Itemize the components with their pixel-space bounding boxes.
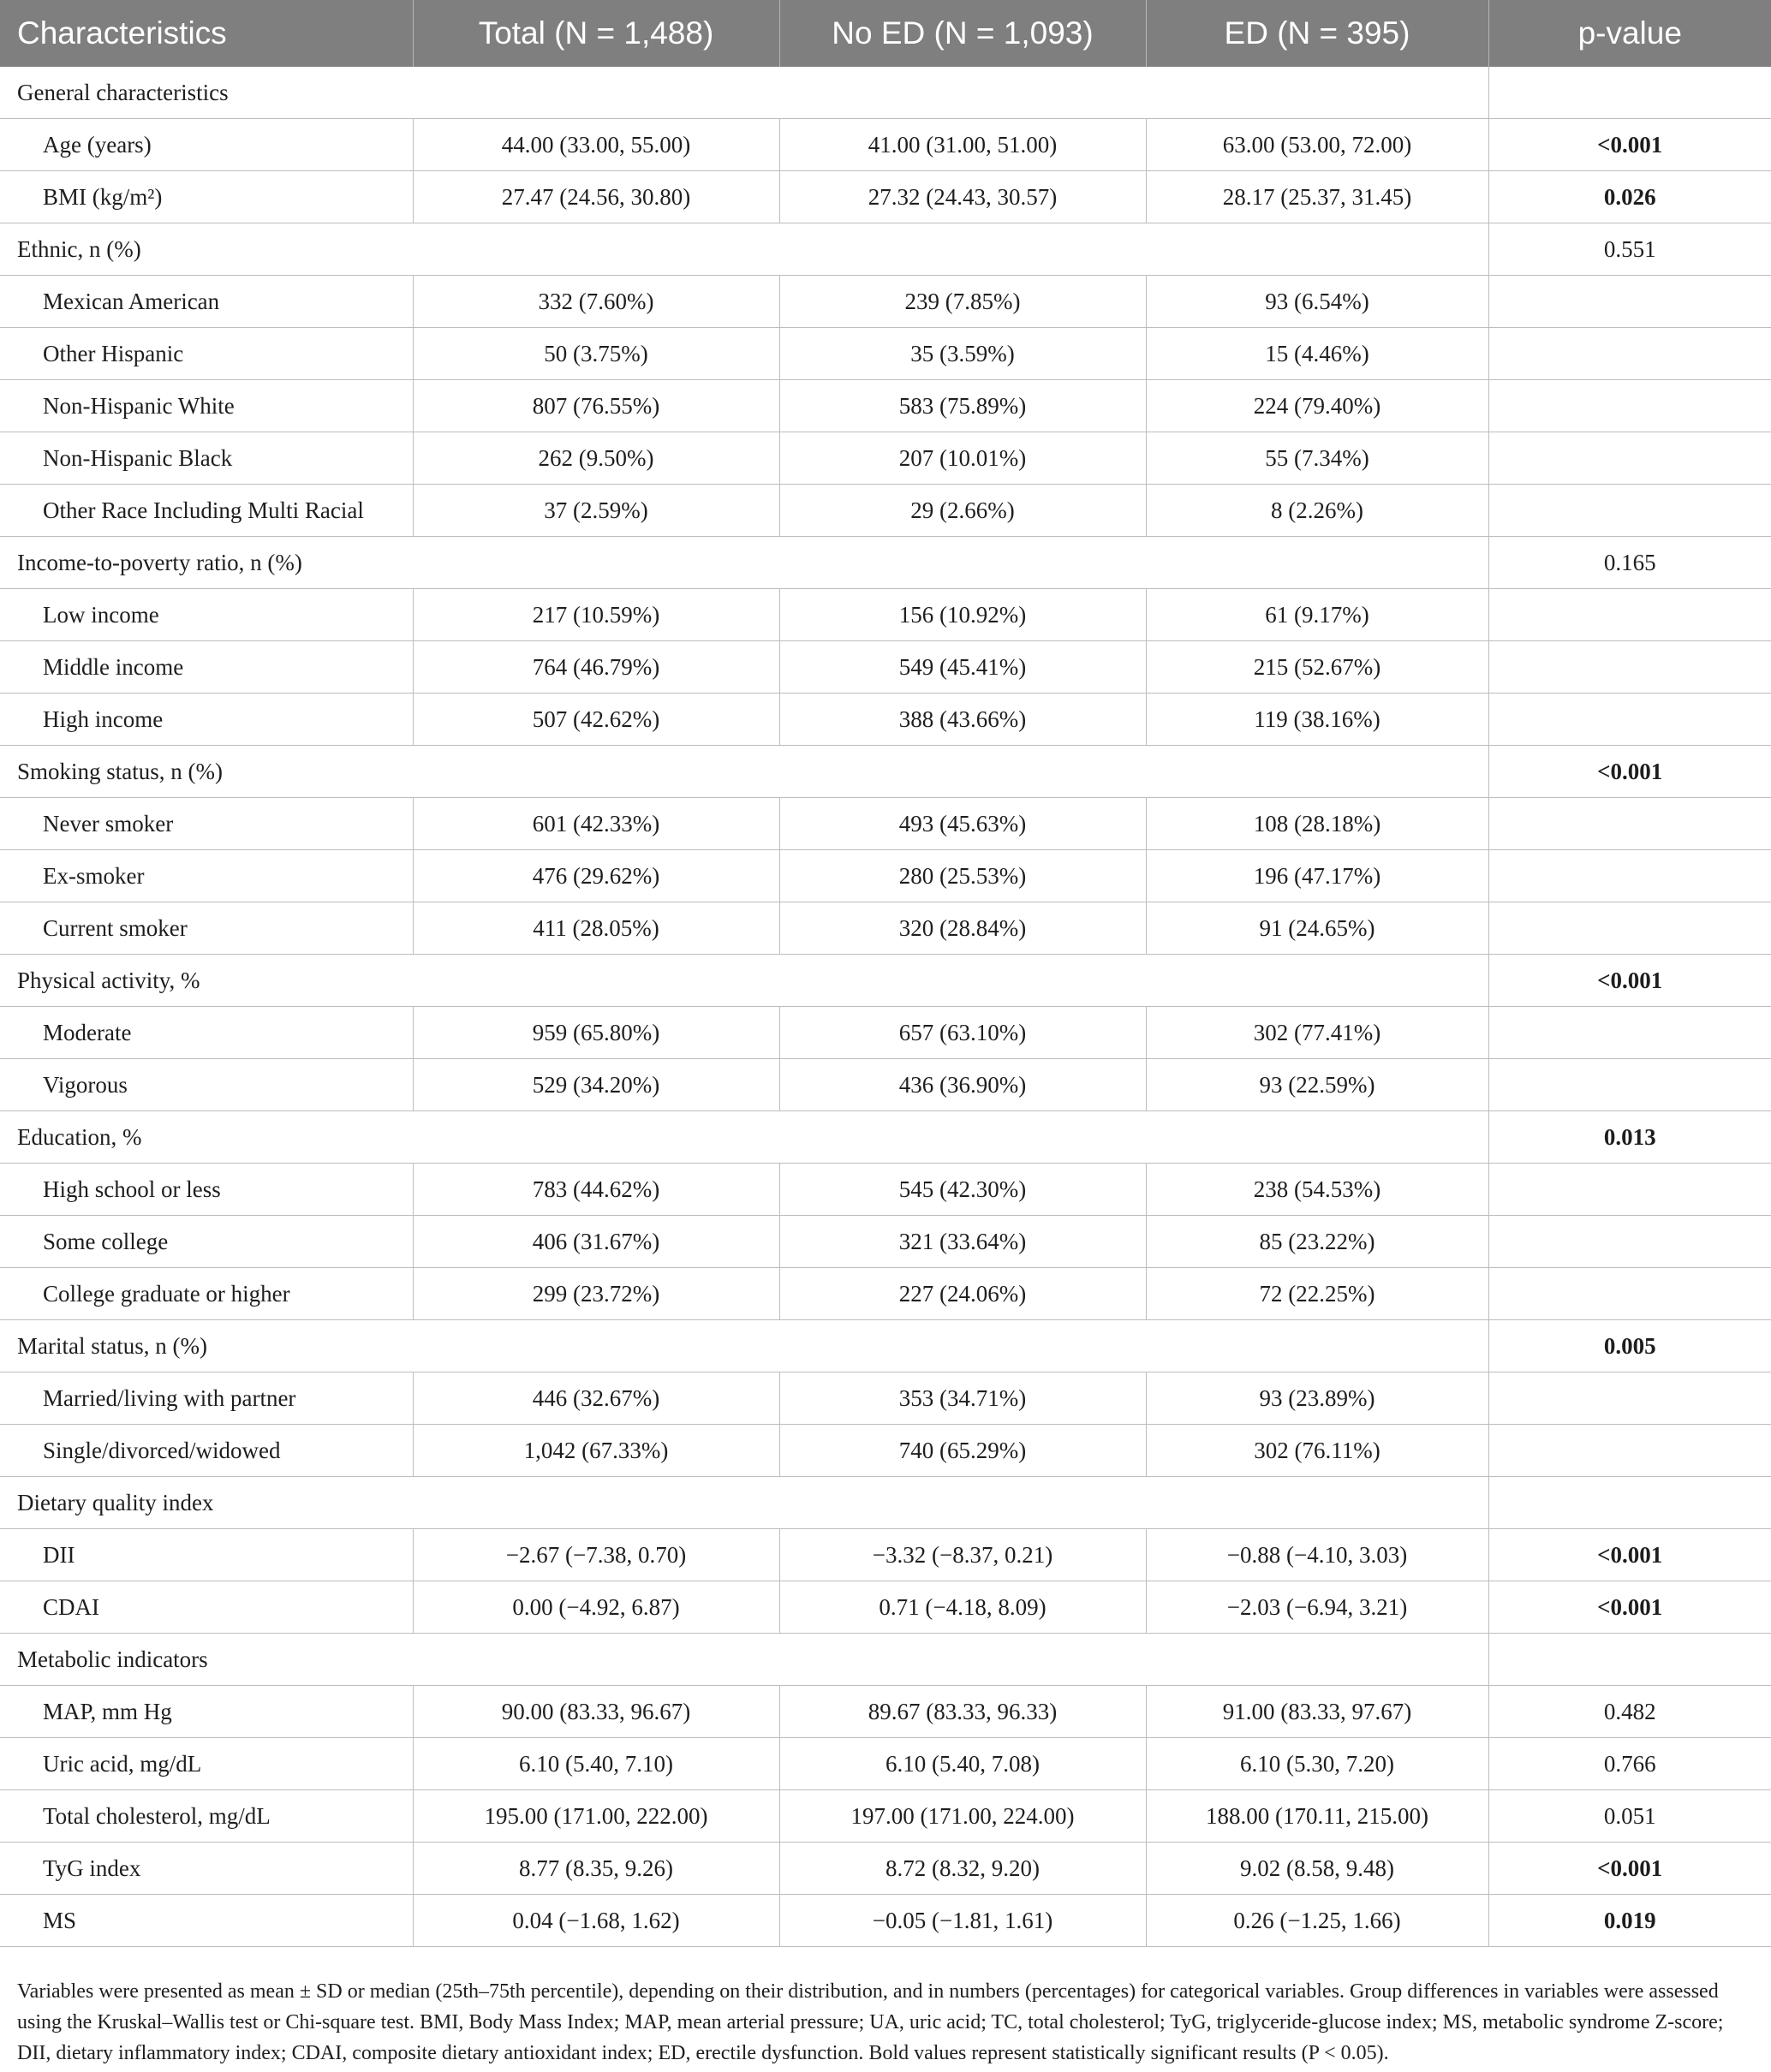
section-row: [0, 537, 1771, 589]
no-ed-cell: 388 (43.66%): [779, 694, 1146, 746]
total-cell: 50 (3.75%): [413, 328, 779, 380]
p-value-cell: [1488, 276, 1771, 328]
row-label: Age (years): [0, 119, 413, 171]
no-ed-cell: 657 (63.10%): [779, 1007, 1146, 1059]
row-label: Other Race Including Multi Racial: [0, 485, 413, 537]
ed-cell: 224 (79.40%): [1146, 380, 1488, 432]
row-label: Married/living with partner: [0, 1372, 413, 1425]
row-label: Non-Hispanic White: [0, 380, 413, 432]
total-cell: 262 (9.50%): [413, 432, 779, 485]
no-ed-cell: 239 (7.85%): [779, 276, 1146, 328]
p-value-cell: [1488, 694, 1771, 746]
table-row: [0, 1895, 1771, 1947]
row-label: Ex-smoker: [0, 850, 413, 902]
row-label: Low income: [0, 589, 413, 641]
no-ed-cell: 156 (10.92%): [779, 589, 1146, 641]
ed-cell: 93 (22.59%): [1146, 1059, 1488, 1111]
section-row: [0, 67, 1771, 119]
table-row: [0, 589, 1771, 641]
section-label: Smoking status, n (%): [0, 746, 1488, 798]
no-ed-cell: 29 (2.66%): [779, 485, 1146, 537]
p-value-cell: 0.026: [1488, 171, 1771, 223]
p-value-cell: [1488, 432, 1771, 485]
p-value-cell: [1488, 1425, 1771, 1477]
no-ed-cell: 320 (28.84%): [779, 902, 1146, 955]
ed-cell: 28.17 (25.37, 31.45): [1146, 171, 1488, 223]
table-row: [0, 1164, 1771, 1216]
p-value-cell: 0.051: [1488, 1790, 1771, 1843]
ed-cell: 0.26 (−1.25, 1.66): [1146, 1895, 1488, 1947]
total-cell: 959 (65.80%): [413, 1007, 779, 1059]
table-row: [0, 641, 1771, 694]
p-value-cell: [1488, 1216, 1771, 1268]
ed-cell: 196 (47.17%): [1146, 850, 1488, 902]
no-ed-cell: 583 (75.89%): [779, 380, 1146, 432]
total-cell: 217 (10.59%): [413, 589, 779, 641]
p-value-cell: [1488, 1477, 1771, 1529]
table-row: [0, 1529, 1771, 1581]
p-value-cell: <0.001: [1488, 1581, 1771, 1634]
table-row: [0, 1790, 1771, 1843]
section-label: General characteristics: [0, 67, 1488, 119]
p-value-cell: [1488, 1164, 1771, 1216]
total-cell: 406 (31.67%): [413, 1216, 779, 1268]
section-row: [0, 1111, 1771, 1164]
ed-cell: 8 (2.26%): [1146, 485, 1488, 537]
table-row: [0, 902, 1771, 955]
total-cell: 37 (2.59%): [413, 485, 779, 537]
row-label: Never smoker: [0, 798, 413, 850]
ed-cell: 91.00 (83.33, 97.67): [1146, 1686, 1488, 1738]
row-label: CDAI: [0, 1581, 413, 1634]
row-label: BMI (kg/m²): [0, 171, 413, 223]
row-label: High income: [0, 694, 413, 746]
ed-cell: 119 (38.16%): [1146, 694, 1488, 746]
section-label: Income-to-poverty ratio, n (%): [0, 537, 1488, 589]
table-row: [0, 1738, 1771, 1790]
ed-cell: 188.00 (170.11, 215.00): [1146, 1790, 1488, 1843]
section-row: [0, 1320, 1771, 1372]
ed-cell: 93 (6.54%): [1146, 276, 1488, 328]
total-cell: 44.00 (33.00, 55.00): [413, 119, 779, 171]
total-cell: 507 (42.62%): [413, 694, 779, 746]
total-cell: 195.00 (171.00, 222.00): [413, 1790, 779, 1843]
p-value-cell: [1488, 1372, 1771, 1425]
header-no-ed: No ED (N = 1,093): [779, 0, 1146, 67]
section-row: [0, 955, 1771, 1007]
section-row: [0, 223, 1771, 276]
p-value-cell: [1488, 1007, 1771, 1059]
row-label: Other Hispanic: [0, 328, 413, 380]
total-cell: 529 (34.20%): [413, 1059, 779, 1111]
row-label: Non-Hispanic Black: [0, 432, 413, 485]
table-body: [0, 67, 1771, 1947]
table-row: [0, 276, 1771, 328]
table-row: [0, 1216, 1771, 1268]
ed-cell: −2.03 (−6.94, 3.21): [1146, 1581, 1488, 1634]
table-row: [0, 171, 1771, 223]
p-value-cell: <0.001: [1488, 955, 1771, 1007]
p-value-cell: <0.001: [1488, 1843, 1771, 1895]
table-header: [0, 0, 1771, 67]
no-ed-cell: 6.10 (5.40, 7.08): [779, 1738, 1146, 1790]
section-row: [0, 746, 1771, 798]
row-label: TyG index: [0, 1843, 413, 1895]
total-cell: 601 (42.33%): [413, 798, 779, 850]
row-label: College graduate or higher: [0, 1268, 413, 1320]
section-row: [0, 1634, 1771, 1686]
p-value-cell: 0.551: [1488, 223, 1771, 276]
row-label: DII: [0, 1529, 413, 1581]
table-row: [0, 1581, 1771, 1634]
no-ed-cell: 436 (36.90%): [779, 1059, 1146, 1111]
table-row: [0, 380, 1771, 432]
no-ed-cell: 549 (45.41%): [779, 641, 1146, 694]
row-label: High school or less: [0, 1164, 413, 1216]
total-cell: 90.00 (83.33, 96.67): [413, 1686, 779, 1738]
table-row: [0, 850, 1771, 902]
section-label: Dietary quality index: [0, 1477, 1488, 1529]
table-row: [0, 485, 1771, 537]
p-value-cell: 0.165: [1488, 537, 1771, 589]
ed-cell: 215 (52.67%): [1146, 641, 1488, 694]
row-label: MAP, mm Hg: [0, 1686, 413, 1738]
table-row: [0, 432, 1771, 485]
row-label: MS: [0, 1895, 413, 1947]
p-value-cell: 0.019: [1488, 1895, 1771, 1947]
total-cell: 411 (28.05%): [413, 902, 779, 955]
p-value-cell: [1488, 902, 1771, 955]
section-label: Ethnic, n (%): [0, 223, 1488, 276]
header-characteristics: Characteristics: [0, 0, 413, 67]
no-ed-cell: 8.72 (8.32, 9.20): [779, 1843, 1146, 1895]
header-p-value: p-value: [1488, 0, 1771, 67]
row-label: Current smoker: [0, 902, 413, 955]
total-cell: 476 (29.62%): [413, 850, 779, 902]
total-cell: 0.00 (−4.92, 6.87): [413, 1581, 779, 1634]
no-ed-cell: −0.05 (−1.81, 1.61): [779, 1895, 1146, 1947]
total-cell: 807 (76.55%): [413, 380, 779, 432]
total-cell: 783 (44.62%): [413, 1164, 779, 1216]
table-footnote: [17, 1976, 1756, 2069]
table-row: [0, 119, 1771, 171]
section-label: Metabolic indicators: [0, 1634, 1488, 1686]
table-row: [0, 1268, 1771, 1320]
table-row: [0, 1007, 1771, 1059]
p-value-cell: 0.482: [1488, 1686, 1771, 1738]
row-label: Some college: [0, 1216, 413, 1268]
ed-cell: 63.00 (53.00, 72.00): [1146, 119, 1488, 171]
p-value-cell: [1488, 380, 1771, 432]
row-label: Total cholesterol, mg/dL: [0, 1790, 413, 1843]
no-ed-cell: 280 (25.53%): [779, 850, 1146, 902]
no-ed-cell: 207 (10.01%): [779, 432, 1146, 485]
p-value-cell: <0.001: [1488, 746, 1771, 798]
no-ed-cell: 227 (24.06%): [779, 1268, 1146, 1320]
ed-cell: 72 (22.25%): [1146, 1268, 1488, 1320]
total-cell: 332 (7.60%): [413, 276, 779, 328]
p-value-cell: [1488, 850, 1771, 902]
no-ed-cell: 35 (3.59%): [779, 328, 1146, 380]
row-label: Single/divorced/widowed: [0, 1425, 413, 1477]
table-row: [0, 328, 1771, 380]
p-value-cell: 0.005: [1488, 1320, 1771, 1372]
total-cell: 27.47 (24.56, 30.80): [413, 171, 779, 223]
table-row: [0, 798, 1771, 850]
header-row: [0, 0, 1771, 67]
row-label: Middle income: [0, 641, 413, 694]
p-value-cell: [1488, 589, 1771, 641]
section-label: Marital status, n (%): [0, 1320, 1488, 1372]
p-value-cell: <0.001: [1488, 119, 1771, 171]
total-cell: 1,042 (67.33%): [413, 1425, 779, 1477]
no-ed-cell: 353 (34.71%): [779, 1372, 1146, 1425]
row-label: Mexican American: [0, 276, 413, 328]
p-value-cell: [1488, 67, 1771, 119]
table-row: [0, 1059, 1771, 1111]
no-ed-cell: −3.32 (−8.37, 0.21): [779, 1529, 1146, 1581]
p-value-cell: [1488, 1634, 1771, 1686]
table-row: [0, 1372, 1771, 1425]
p-value-cell: <0.001: [1488, 1529, 1771, 1581]
no-ed-cell: 0.71 (−4.18, 8.09): [779, 1581, 1146, 1634]
ed-cell: 61 (9.17%): [1146, 589, 1488, 641]
row-label: Moderate: [0, 1007, 413, 1059]
ed-cell: 55 (7.34%): [1146, 432, 1488, 485]
p-value-cell: [1488, 1059, 1771, 1111]
ed-cell: 93 (23.89%): [1146, 1372, 1488, 1425]
no-ed-cell: 321 (33.64%): [779, 1216, 1146, 1268]
header-total: Total (N = 1,488): [413, 0, 779, 67]
footnote-text: Variables were presented as mean ± SD or median (25th–75th percentile), depending on their distribution, and in numbers (percentages) for categorical variables. Group differences in variables were assessed using the Kruskal–Wallis test or Chi-square test. BMI, Body Mass Index; MAP, mean arterial pressure; UA, uric acid; TC, total cholesterol; TyG, triglyceride-glucose index; MS, metabolic syndrome Z-score; DII, dietary inflammatory index; CDAI, composite dietary antioxidant index; ED, erectile dysfunction. Bold values represent statistically significant results (P < 0.05).: [17, 1980, 1724, 2064]
ed-cell: 85 (23.22%): [1146, 1216, 1488, 1268]
ed-cell: 302 (77.41%): [1146, 1007, 1488, 1059]
ed-cell: 9.02 (8.58, 9.48): [1146, 1843, 1488, 1895]
no-ed-cell: 27.32 (24.43, 30.57): [779, 171, 1146, 223]
row-label: Vigorous: [0, 1059, 413, 1111]
table-row: [0, 1686, 1771, 1738]
no-ed-cell: 545 (42.30%): [779, 1164, 1146, 1216]
table-row: [0, 694, 1771, 746]
table-row: [0, 1425, 1771, 1477]
section-row: [0, 1477, 1771, 1529]
no-ed-cell: 740 (65.29%): [779, 1425, 1146, 1477]
p-value-cell: 0.013: [1488, 1111, 1771, 1164]
total-cell: −2.67 (−7.38, 0.70): [413, 1529, 779, 1581]
ed-cell: 6.10 (5.30, 7.20): [1146, 1738, 1488, 1790]
ed-cell: 108 (28.18%): [1146, 798, 1488, 850]
section-label: Education, %: [0, 1111, 1488, 1164]
header-ed: ED (N = 395): [1146, 0, 1488, 67]
ed-cell: 238 (54.53%): [1146, 1164, 1488, 1216]
p-value-cell: [1488, 798, 1771, 850]
p-value-cell: [1488, 641, 1771, 694]
total-cell: 0.04 (−1.68, 1.62): [413, 1895, 779, 1947]
no-ed-cell: 493 (45.63%): [779, 798, 1146, 850]
p-value-cell: [1488, 328, 1771, 380]
total-cell: 299 (23.72%): [413, 1268, 779, 1320]
ed-cell: 15 (4.46%): [1146, 328, 1488, 380]
table-row: [0, 1843, 1771, 1895]
section-label: Physical activity, %: [0, 955, 1488, 1007]
no-ed-cell: 41.00 (31.00, 51.00): [779, 119, 1146, 171]
total-cell: 446 (32.67%): [413, 1372, 779, 1425]
p-value-cell: [1488, 1268, 1771, 1320]
p-value-cell: [1488, 485, 1771, 537]
no-ed-cell: 197.00 (171.00, 224.00): [779, 1790, 1146, 1843]
total-cell: 8.77 (8.35, 9.26): [413, 1843, 779, 1895]
total-cell: 764 (46.79%): [413, 641, 779, 694]
ed-cell: 302 (76.11%): [1146, 1425, 1488, 1477]
ed-cell: 91 (24.65%): [1146, 902, 1488, 955]
p-value-cell: 0.766: [1488, 1738, 1771, 1790]
no-ed-cell: 89.67 (83.33, 96.33): [779, 1686, 1146, 1738]
row-label: Uric acid, mg/dL: [0, 1738, 413, 1790]
total-cell: 6.10 (5.40, 7.10): [413, 1738, 779, 1790]
ed-cell: −0.88 (−4.10, 3.03): [1146, 1529, 1488, 1581]
